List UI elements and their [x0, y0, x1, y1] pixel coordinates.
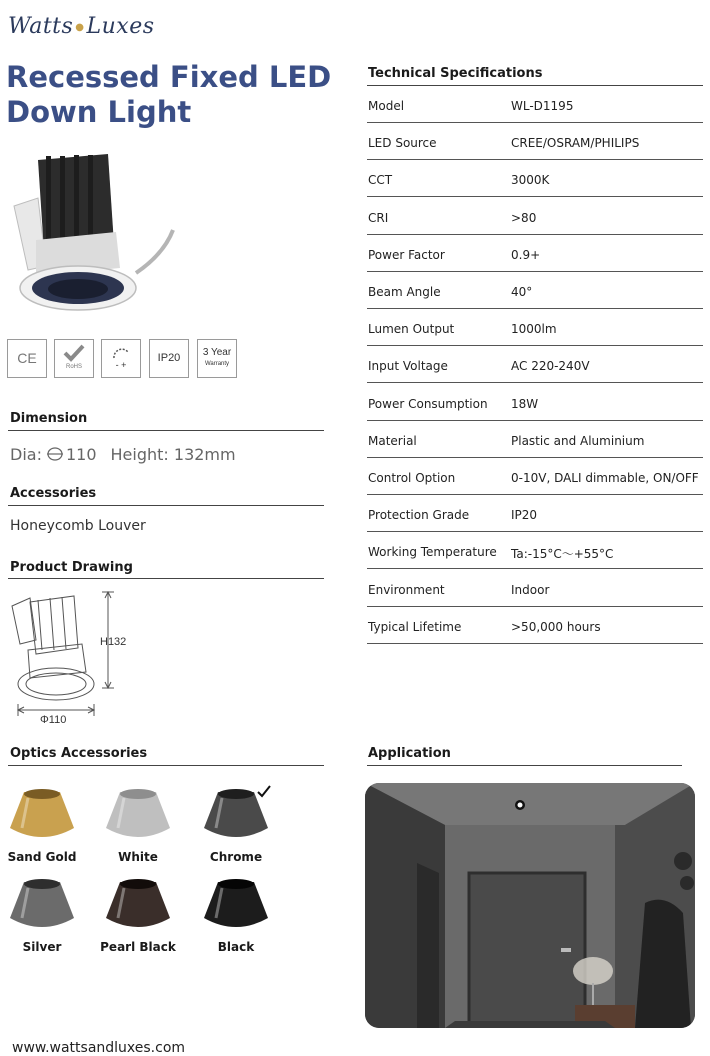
spec-row	[367, 86, 703, 123]
spec-row	[367, 160, 703, 197]
spec-row	[367, 346, 703, 383]
spec-key: Control Option	[368, 471, 456, 485]
spec-key: Power Consumption	[368, 396, 488, 411]
accessories-divider	[8, 505, 324, 506]
optic-option[interactable]	[196, 874, 276, 954]
logo-separator-icon: ●	[75, 21, 85, 33]
dimension-divider	[8, 430, 324, 431]
spec-value: Ta:-15°C～+55°C	[511, 547, 614, 562]
spec-key: Environment	[368, 582, 445, 597]
drawing-height-label: H132	[100, 636, 127, 648]
optic-option[interactable]	[2, 784, 82, 864]
logo-right-text: Luxes	[86, 14, 155, 39]
optic-label: Black	[217, 940, 255, 954]
spec-value: >50,000 hours	[511, 619, 601, 634]
optic-label: Pearl Black	[100, 940, 176, 954]
spec-row	[367, 309, 703, 346]
spec-row	[367, 532, 703, 569]
dia-value: 110	[65, 445, 97, 464]
title-line-1: Recessed Fixed LED	[6, 60, 332, 94]
optic-label: Silver	[22, 940, 62, 954]
optic-option[interactable]	[2, 874, 82, 954]
spec-key: Working Temperature	[368, 545, 497, 560]
spec-value: IP20	[511, 508, 538, 523]
dia-label: Dia:	[10, 445, 42, 464]
spec-key: Protection Grade	[368, 508, 470, 523]
spec-key: Typical Lifetime	[368, 619, 462, 634]
spec-key: Beam Angle	[368, 285, 441, 299]
spec-key: Input Voltage	[368, 359, 448, 374]
spec-row	[367, 235, 703, 272]
spec-value: >80	[511, 210, 537, 225]
spec-key: Model	[368, 99, 405, 113]
spec-value: 3000K	[511, 173, 550, 188]
spec-row	[367, 421, 703, 458]
spec-row	[367, 495, 703, 532]
logo-left-text: Watts	[8, 14, 74, 39]
diameter-icon	[46, 447, 64, 461]
ip20-badge: IP20	[149, 339, 189, 378]
optic-label: Chrome	[209, 850, 263, 864]
footer-url[interactable]: www.wattsandluxes.com	[12, 1040, 186, 1056]
spec-row	[367, 272, 703, 309]
optics-divider	[8, 765, 324, 766]
spec-value: 0.9+	[511, 247, 541, 262]
spec-row	[367, 607, 703, 644]
drawing-diameter-label: Φ110	[40, 714, 67, 726]
optic-option[interactable]	[98, 874, 178, 954]
optic-reflector-icon	[98, 874, 178, 936]
spec-row	[367, 198, 703, 235]
spec-row	[367, 570, 703, 607]
spec-value: 1000lm	[511, 322, 557, 337]
height-value: Height: 132mm	[110, 445, 236, 464]
optic-label: White	[118, 850, 158, 864]
ce-mark-icon: CE	[7, 339, 47, 378]
optic-label: Sand Gold	[7, 850, 77, 864]
warranty-badge: 3 Year Warranty	[197, 339, 237, 378]
drawing-divider	[8, 578, 324, 579]
application-photo	[365, 783, 695, 1028]
brand-logo	[8, 14, 155, 39]
spec-value: AC 220-240V	[511, 359, 590, 374]
specs-heading: Technical Specifications	[368, 66, 543, 81]
dimension-values	[10, 445, 250, 464]
spec-key: Power Factor	[368, 247, 445, 262]
rohs-check-icon: RoHS	[54, 339, 94, 378]
dimmable-icon: - +	[101, 339, 141, 378]
optic-reflector-icon	[2, 784, 82, 846]
spec-row	[367, 384, 703, 421]
spec-value: CREE/OSRAM/PHILIPS	[511, 136, 640, 151]
spec-value: WL-D1195	[511, 99, 574, 113]
spec-key: Lumen Output	[368, 322, 455, 337]
drawing-heading: Product Drawing	[10, 560, 133, 575]
application-heading: Application	[368, 746, 451, 761]
optic-reflector-icon	[98, 784, 178, 846]
optic-reflector-icon	[196, 784, 276, 846]
page-title	[6, 60, 346, 130]
spec-key: CCT	[368, 173, 393, 188]
spec-value: Plastic and Aluminium	[511, 433, 645, 448]
spec-value: 18W	[511, 396, 539, 411]
selected-check-icon	[258, 786, 270, 796]
application-divider	[367, 765, 682, 766]
spec-row	[367, 458, 703, 495]
spec-key: CRI	[368, 210, 389, 225]
spec-row	[367, 123, 703, 160]
optic-option[interactable]	[98, 784, 178, 864]
optics-heading: Optics Accessories	[10, 746, 148, 761]
accessories-heading: Accessories	[10, 486, 97, 501]
optic-reflector-icon	[2, 874, 82, 936]
spec-key: Material	[368, 433, 417, 448]
dimension-heading: Dimension	[10, 411, 88, 426]
title-line-2: Down Light	[6, 95, 192, 129]
spec-key: LED Source	[368, 136, 437, 151]
accessory-item: Honeycomb Louver	[10, 518, 146, 534]
spec-value: Indoor	[511, 582, 550, 597]
spec-value: 40°	[511, 285, 533, 299]
product-image	[8, 148, 178, 316]
optic-option[interactable]	[196, 784, 276, 864]
spec-value: 0-10V, DALI dimmable, ON/OFF	[511, 471, 699, 485]
product-drawing	[8, 588, 138, 730]
optic-reflector-icon	[196, 874, 276, 936]
